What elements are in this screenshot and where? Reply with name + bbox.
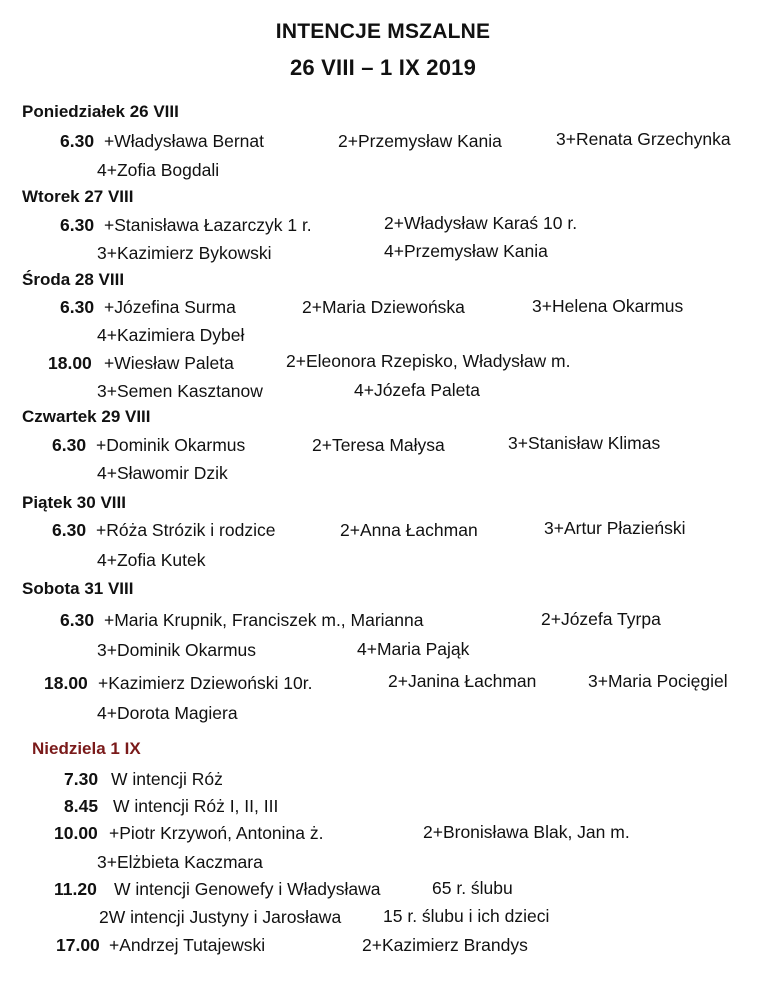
intention: +Władysława Bernat [104,131,265,151]
day-heading-tuesday: Wtorek 27 VIII [22,187,134,206]
intention: 2+Janina Łachman [388,671,537,691]
intention-note: 65 r. ślubu [432,878,513,898]
mass-time: 6.30 [60,610,95,630]
intention: 3+Stanisław Klimas [508,433,661,453]
intention: +Dominik Okarmus [96,435,246,455]
intention: 4+Józefa Paleta [354,380,480,400]
page-title: INTENCJE MSZALNE [275,20,491,43]
intention: 3+Helena Okarmus [532,296,684,316]
intention: 4+Sławomir Dzik [97,463,228,483]
date-range: 26 VIII – 1 IX 2019 [289,55,477,80]
mass-time: 6.30 [60,131,95,151]
intention: 2+Józefa Tyrpa [541,609,661,629]
intention: W intencji Róż I, II, III [113,796,279,816]
intention: 3+Kazimierz Bykowski [97,243,272,263]
mass-time: 10.00 [54,823,98,843]
intention: +Stanisława Łazarczyk 1 r. [104,215,312,235]
mass-time: 6.30 [60,297,95,317]
intention: 2+Maria Dziewońska [302,297,465,317]
intention: 4+Przemysław Kania [384,241,548,261]
intention: W intencji Genowefy i Władysława [114,879,381,899]
intention: 2+Teresa Małysa [312,435,445,455]
intention: 4+Maria Pająk [357,639,470,659]
intention: 4+Zofia Bogdali [97,160,220,180]
intention: +Józefina Surma [104,297,236,317]
day-heading-thursday: Czwartek 29 VIII [22,407,151,426]
intention: 4+Zofia Kutek [97,550,206,570]
intention: 2+Eleonora Rzepisko, Władysław m. [286,351,571,371]
intention: 3+Renata Grzechynka [556,129,731,149]
mass-time: 8.45 [64,796,99,816]
intention-note: 15 r. ślubu i ich dzieci [383,906,550,926]
mass-time: 7.30 [64,769,99,789]
mass-time: 6.30 [52,435,87,455]
mass-time: 6.30 [52,520,87,540]
intention: +Róża Strózik i rodzice [96,520,276,540]
intention: 3+Maria Pocięgiel [588,671,728,691]
intention: 2+Przemysław Kania [338,131,502,151]
intention: 2+Bronisława Blak, Jan m. [423,822,630,842]
intention: W intencji Róż [111,769,223,789]
mass-time: 11.20 [54,879,97,899]
day-heading-saturday: Sobota 31 VIII [22,579,134,598]
intention: +Piotr Krzywoń, Antonina ż. [109,823,324,843]
mass-time: 18.00 [48,353,92,373]
mass-time: 17.00 [56,935,100,955]
intention: +Andrzej Tutajewski [109,935,266,955]
day-heading-wednesday: Środa 28 VIII [22,270,125,289]
day-heading-monday: Poniedziałek 26 VIII [22,102,179,121]
intention: 3+Elżbieta Kaczmara [97,852,263,872]
mass-time: 18.00 [44,673,88,693]
intention: +Kazimierz Dziewoński 10r. [98,673,313,693]
day-heading-sunday: Niedziela 1 IX [32,739,141,758]
day-heading-friday: Piątek 30 VIII [22,493,126,512]
intention: 3+Artur Płazieński [544,518,686,538]
intention: 3+Semen Kasztanow [97,381,263,401]
intention: 2+Kazimierz Brandys [362,935,528,955]
intention: 2+Anna Łachman [340,520,478,540]
intention: 2W intencji Justyny i Jarosława [99,907,342,927]
intention: 3+Dominik Okarmus [97,640,257,660]
intention: 4+Dorota Magiera [97,703,238,723]
mass-time: 6.30 [60,215,95,235]
intention: +Wiesław Paleta [104,353,234,373]
intention: 4+Kazimiera Dybeł [97,325,245,345]
intention: 2+Władysław Karaś 10 r. [384,213,578,233]
intention: +Maria Krupnik, Franciszek m., Marianna [104,610,424,630]
